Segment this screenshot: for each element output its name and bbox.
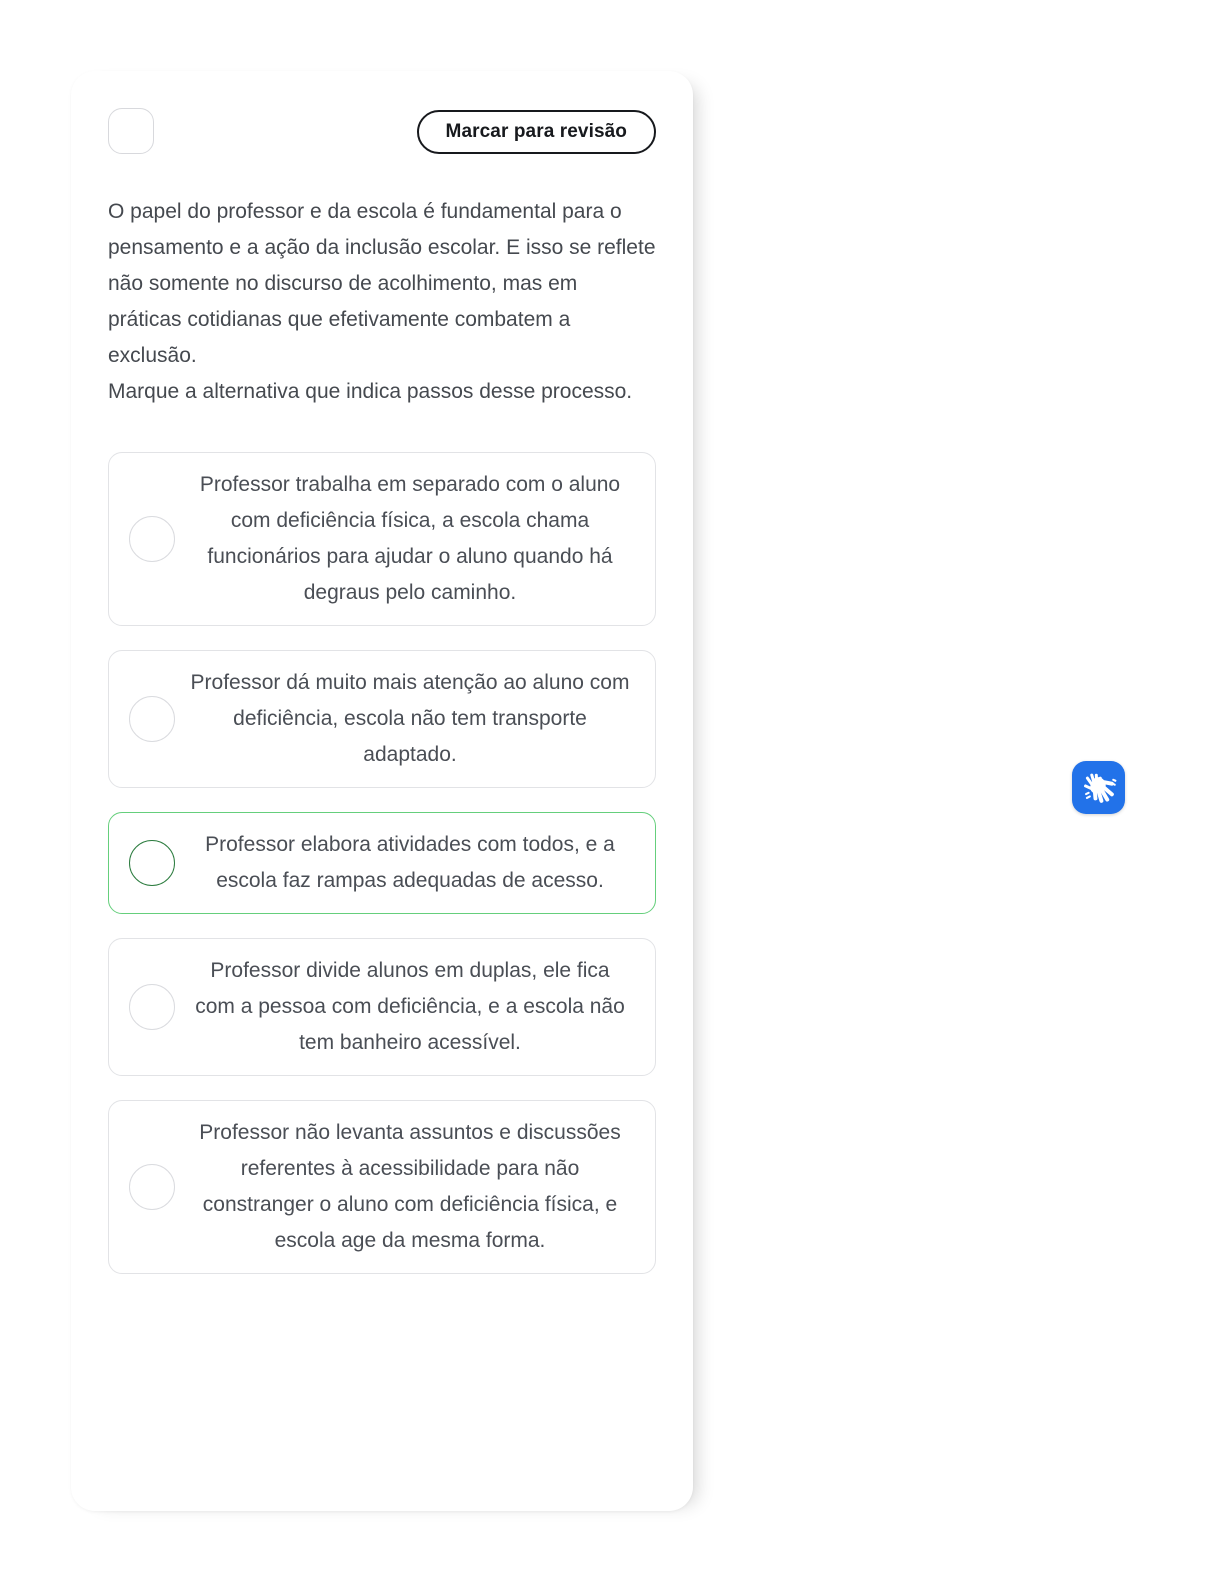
radio-button-4[interactable]	[129, 984, 175, 1030]
question-text	[108, 194, 656, 410]
option-text-4: Professor divide alunos em duplas, ele fica com a pessoa com deficiência, e a escola não tem banheiro acessível.	[195, 959, 625, 1054]
answer-option-5[interactable]	[108, 1100, 656, 1274]
answer-option-3[interactable]	[108, 812, 656, 914]
mark-for-review-button[interactable]: Marcar para revisão	[417, 110, 656, 154]
options-list	[108, 452, 656, 1274]
answer-option-1[interactable]	[108, 452, 656, 626]
answer-option-2[interactable]	[108, 650, 656, 788]
question-card	[71, 71, 693, 1511]
radio-button-1[interactable]	[129, 516, 175, 562]
question-paragraph-2: Marque a alternativa que indica passos desse processo.	[108, 380, 633, 403]
radio-button-5[interactable]	[129, 1164, 175, 1210]
option-text-2: Professor dá muito mais atenção ao aluno com deficiência, escola não tem transporte adaptado.	[190, 671, 630, 766]
card-header	[108, 108, 656, 154]
question-paragraph-1: O papel do professor e da escola é fundamental para o pensamento e a ação da inclusão escolar. E isso se reflete não somente no discurso de acolhimento, mas em práticas cotidianas que efetivamente combatem a exclusão.	[108, 200, 656, 367]
radio-button-2[interactable]	[129, 696, 175, 742]
option-text-3: Professor elabora atividades com todos, e a escola faz rampas adequadas de acesso.	[205, 833, 615, 892]
answer-option-4[interactable]	[108, 938, 656, 1076]
accessibility-libras-button[interactable]	[1072, 761, 1125, 814]
radio-button-3[interactable]	[129, 840, 175, 886]
option-text-1: Professor trabalha em separado com o aluno com deficiência física, a escola chama funcionários para ajudar o aluno quando há degraus pelo caminho.	[199, 473, 621, 604]
option-text-5: Professor não levanta assuntos e discussões referentes à acessibilidade para não constranger o aluno com deficiência física, e escola age da mesma forma.	[199, 1121, 621, 1252]
question-select-checkbox[interactable]	[108, 108, 154, 154]
sign-language-hands-icon	[1080, 769, 1118, 807]
